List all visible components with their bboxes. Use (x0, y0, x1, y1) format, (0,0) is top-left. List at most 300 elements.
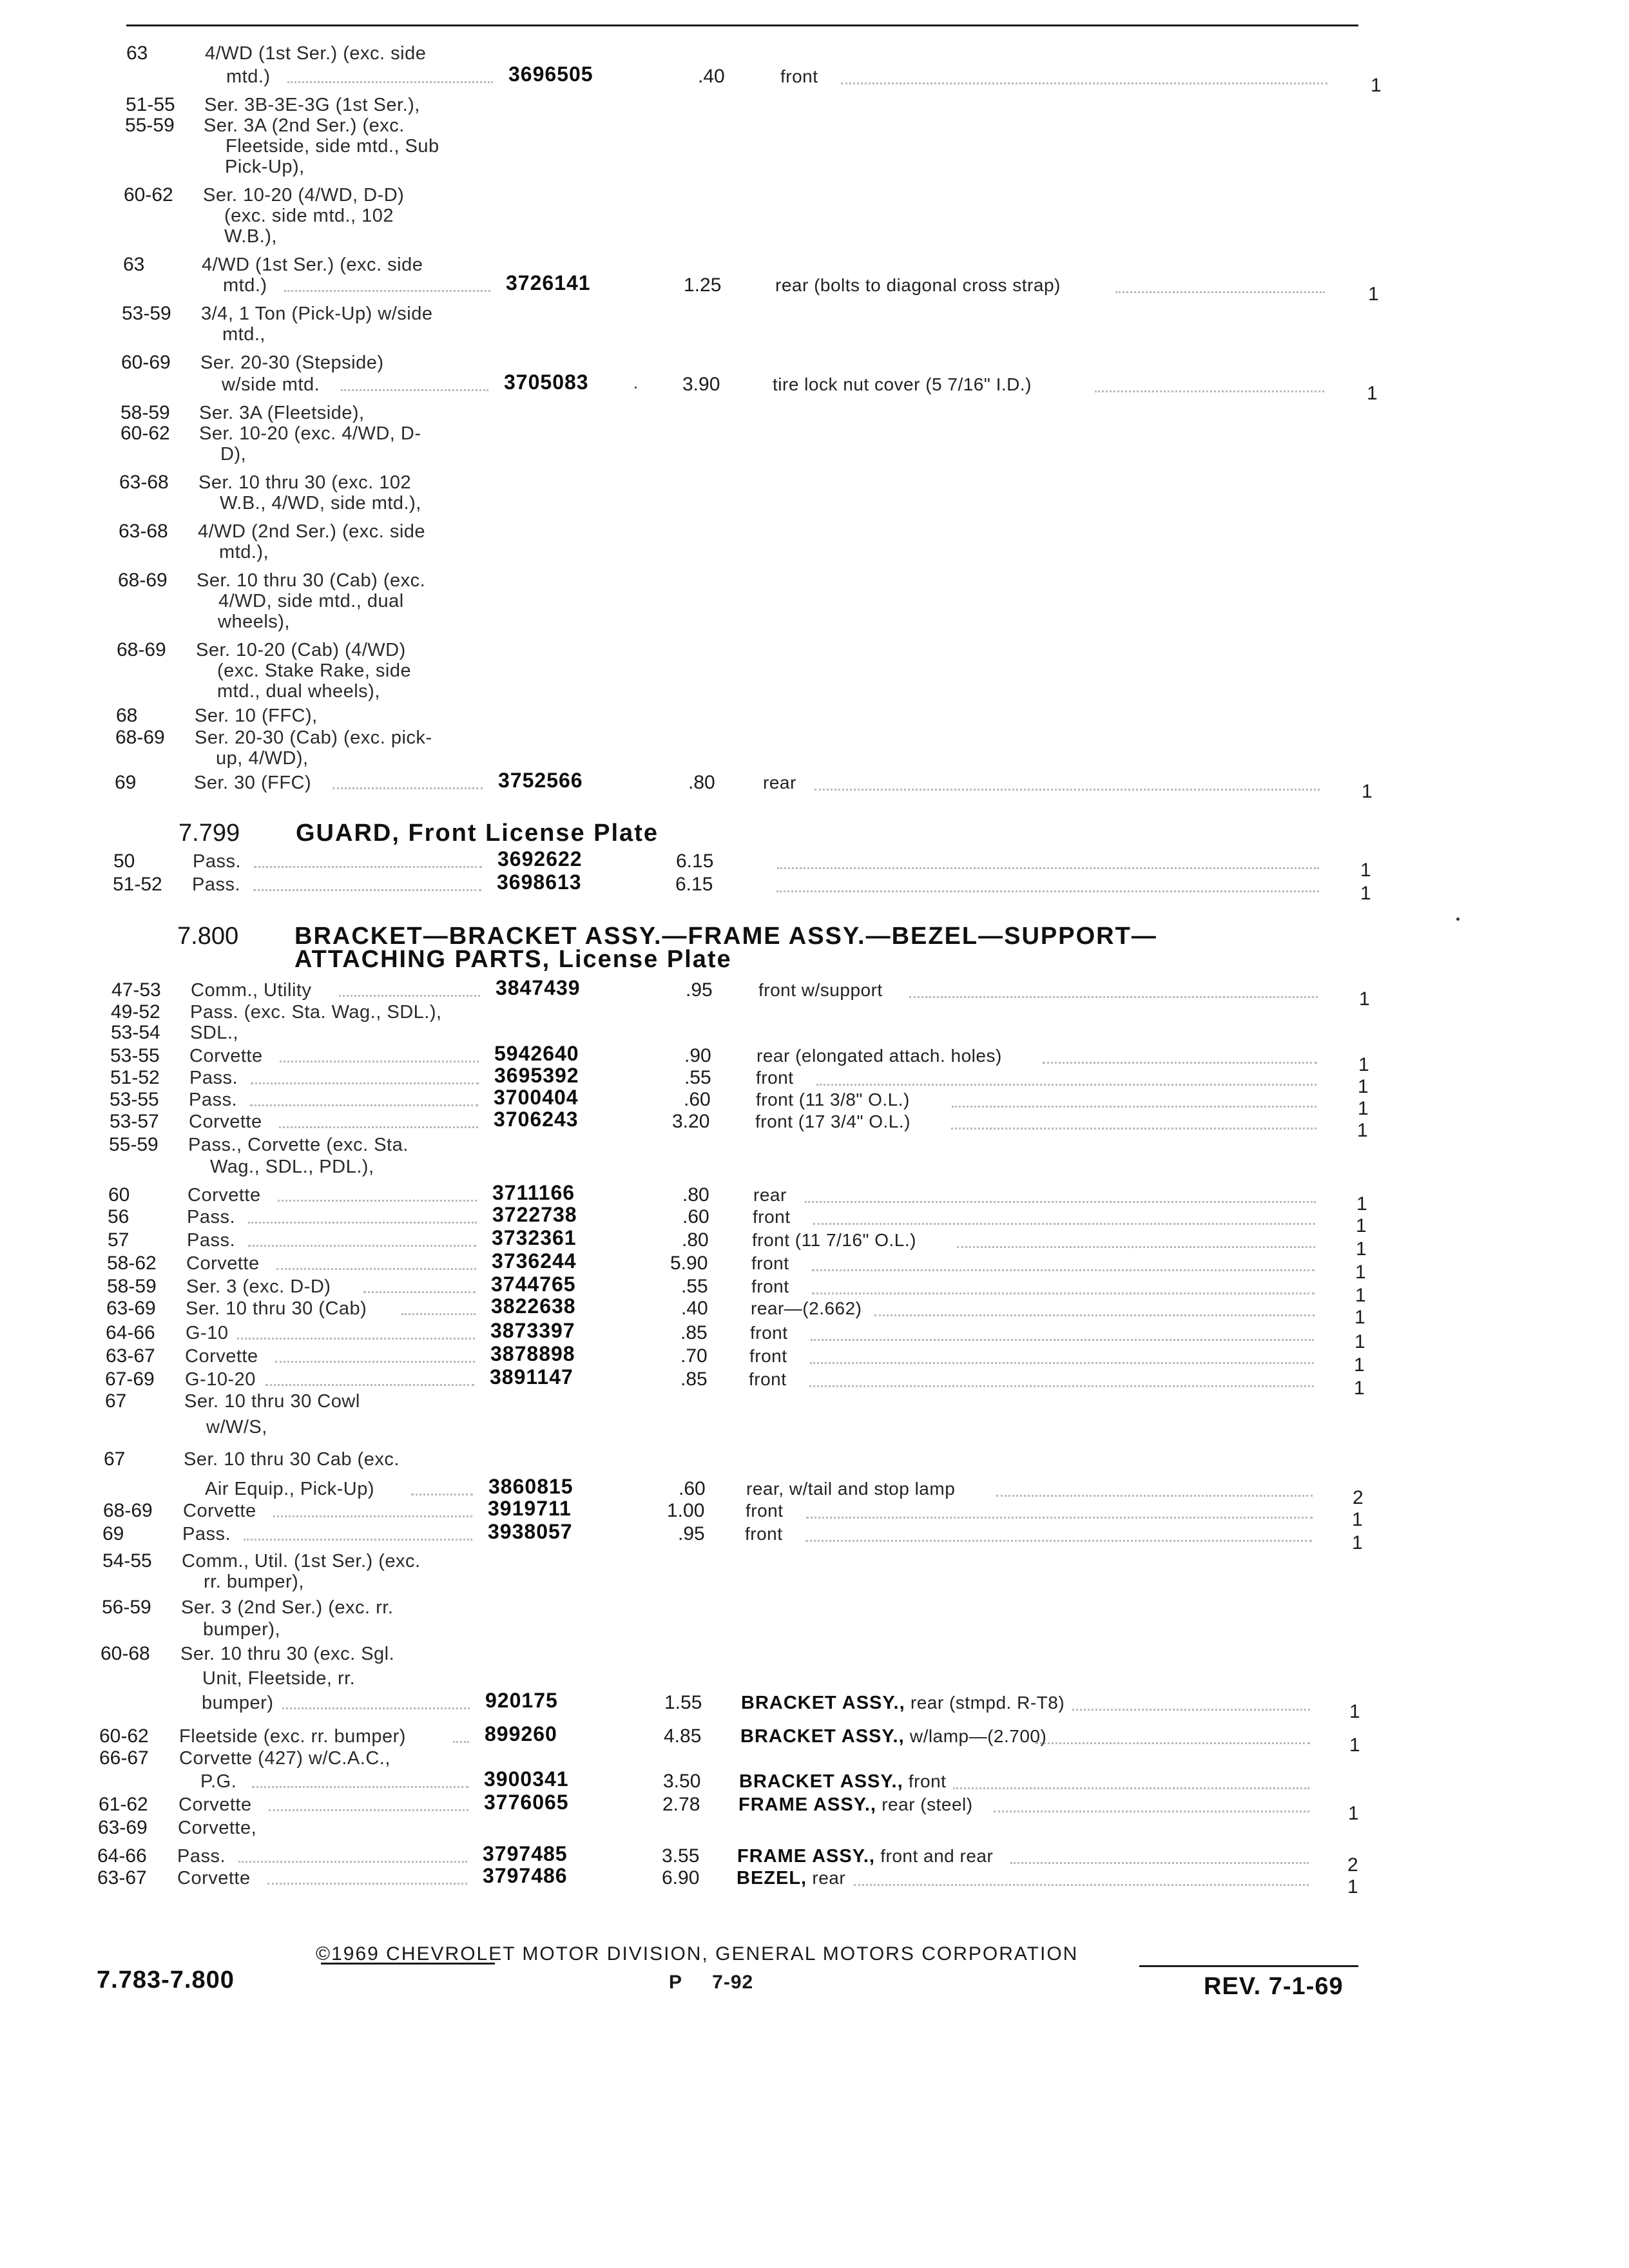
price: .55 (684, 1067, 711, 1088)
year-range: 63 (126, 43, 148, 64)
application: Corvette (178, 1794, 252, 1815)
price: 3.55 (662, 1845, 700, 1867)
leader-dots (957, 1246, 1315, 1248)
price: .60 (682, 1206, 709, 1227)
year-range: 51-55 (126, 94, 175, 115)
application: Pass. (193, 851, 242, 872)
leader-dots (248, 1245, 476, 1247)
leader-dots (841, 82, 1327, 84)
application: Wag., SDL., PDL.), (210, 1157, 374, 1177)
application: W.B.), (224, 226, 277, 247)
year-range: 60-62 (124, 184, 173, 206)
application: bumper), (203, 1619, 281, 1640)
application: Pick-Up), (225, 157, 305, 177)
description (751, 1277, 789, 1296)
year-range: 63-68 (119, 521, 168, 542)
description-text: tire lock nut cover (5 7/16" I.D.) (773, 374, 1032, 394)
description (737, 1869, 845, 1888)
description-part-name: FRAME ASSY., (737, 1846, 875, 1867)
top-rule (126, 24, 1358, 26)
description-text: front (17 3/4" O.L.) (755, 1111, 911, 1131)
description-text: rear (steel) (882, 1794, 973, 1814)
price: .95 (686, 979, 713, 1001)
description (773, 375, 1032, 394)
price: 6.90 (662, 1867, 700, 1888)
page-speck (1456, 918, 1460, 921)
application: Fleetside, side mtd., Sub (226, 136, 439, 157)
part-number: 3900341 (484, 1767, 569, 1791)
application: Corvette (189, 1111, 262, 1132)
section-number: 7.799 (178, 820, 240, 847)
description (746, 1479, 955, 1499)
application: Fleetside (exc. rr. bumper) (179, 1726, 406, 1747)
leader-dots (994, 1811, 1309, 1812)
part-number: 3860815 (488, 1475, 574, 1498)
application: D), (220, 444, 247, 465)
application: 4/WD (1st Ser.) (exc. side (205, 43, 427, 64)
footer-copyright: ©1969 CHEVROLET MOTOR DIVISION, GENERAL MOTORS CORPORATION (316, 1943, 1079, 1965)
year-range: 63-69 (98, 1817, 148, 1838)
application: up, 4/WD), (216, 748, 309, 769)
quantity: 1 (1357, 1120, 1368, 1141)
year-range: 58-62 (107, 1253, 157, 1274)
description-text: rear—(2.662) (751, 1298, 862, 1318)
description-text: front (756, 1068, 794, 1088)
application: Pass. (182, 1524, 231, 1544)
application: mtd.) (223, 275, 267, 296)
section-title: GUARD, Front License Plate (296, 820, 659, 847)
application: Ser. 10 thru 30 Cab (exc. (184, 1449, 400, 1470)
quantity: 1 (1352, 1509, 1363, 1530)
year-range: 67-69 (105, 1369, 155, 1390)
leader-dots (237, 1338, 475, 1340)
quantity: 1 (1355, 1262, 1366, 1283)
year-range: 68-69 (118, 570, 168, 591)
part-number: 3726141 (506, 271, 591, 294)
leader-dots (244, 1539, 472, 1541)
year-range: 49-52 (111, 1001, 160, 1023)
part-number: 3695392 (494, 1064, 579, 1087)
price: .95 (678, 1523, 705, 1544)
section-title-line2: ATTACHING PARTS, License Plate (294, 946, 732, 973)
leader-dots (248, 1222, 477, 1224)
price: .90 (684, 1045, 711, 1066)
description (757, 1046, 1002, 1066)
application: Ser. 10-20 (Cab) (4/WD) (196, 640, 406, 660)
part-number: 3732361 (492, 1226, 577, 1249)
part-number: 3797485 (483, 1842, 568, 1865)
year-range: 58-59 (107, 1276, 157, 1297)
quantity: 2 (1353, 1487, 1364, 1508)
application: Ser. 3A (2nd Ser.) (exc. (204, 115, 405, 136)
description-text: front (749, 1369, 787, 1389)
year-range: 55-59 (109, 1134, 159, 1155)
part-number: 3776065 (484, 1791, 569, 1814)
section-title: BRACKET—BRACKET ASSY.—FRAME ASSY.—BEZEL—SUPPORT— (294, 923, 1157, 950)
quantity: 1 (1358, 1098, 1369, 1119)
application: Ser. 10-20 (exc. 4/WD, D- (199, 423, 421, 444)
description-text: front (749, 1346, 787, 1366)
year-range: 55-59 (125, 115, 175, 136)
description-text: rear (elongated attach. holes) (757, 1046, 1002, 1066)
leader-dots (812, 1269, 1315, 1271)
leader-dots (1072, 1709, 1310, 1711)
application: Corvette (185, 1346, 258, 1367)
year-range: 53-55 (110, 1045, 160, 1066)
price: .80 (688, 772, 715, 793)
application: Corvette (427) w/C.A.C., (179, 1748, 390, 1769)
leader-dots (1115, 291, 1325, 293)
description (749, 1370, 787, 1389)
application: Ser. 10 thru 30 (Cab) (exc. (197, 570, 426, 591)
part-number: 899260 (485, 1722, 557, 1745)
quantity: 1 (1358, 1054, 1369, 1075)
year-range: 60-68 (101, 1643, 150, 1664)
price: .85 (680, 1322, 708, 1343)
application: Ser. 3B-3E-3G (1st Ser.), (204, 95, 420, 115)
part-number: 920175 (485, 1689, 558, 1712)
leader-dots (777, 867, 1319, 869)
application: bumper) (202, 1693, 274, 1713)
application: Pass. (192, 874, 241, 895)
quantity: 1 (1360, 860, 1371, 881)
description (752, 1231, 916, 1250)
part-number: 3822638 (491, 1294, 576, 1318)
year-range: 63-67 (97, 1867, 147, 1888)
application: P.G. (200, 1771, 237, 1792)
description-text: front (11 3/8" O.L.) (756, 1090, 910, 1110)
description-text: front (11 7/16" O.L.) (752, 1230, 916, 1250)
year-range: 64-66 (106, 1322, 155, 1343)
year-range: 68-69 (117, 639, 166, 660)
section-number: 7.800 (177, 923, 239, 950)
description-part-name: BEZEL, (737, 1868, 807, 1888)
year-range: 53-57 (110, 1111, 159, 1132)
leader-dots (996, 1495, 1313, 1497)
description-text: front (753, 1207, 791, 1227)
year-range: 63 (123, 254, 145, 275)
leader-dots (276, 1268, 476, 1270)
description-part-name: BRACKET ASSY., (739, 1771, 903, 1792)
application: Ser. 10-20 (4/WD, D-D) (203, 185, 405, 206)
application: W.B., 4/WD, side mtd.), (220, 493, 421, 514)
description (741, 1693, 1065, 1713)
description (738, 1795, 973, 1814)
description-part-name: BRACKET ASSY., (740, 1726, 905, 1747)
description-text: front w/support (758, 980, 883, 1000)
application: Corvette (183, 1501, 256, 1521)
application: Pass. (exc. Sta. Wag., SDL.), (190, 1002, 442, 1023)
year-range: 57 (108, 1229, 130, 1251)
application: 4/WD (2nd Ser.) (exc. side (198, 521, 426, 542)
application: (exc. side mtd., 102 (224, 206, 394, 226)
description (737, 1847, 993, 1866)
description-part-name: FRAME ASSY., (738, 1794, 876, 1815)
leader-dots (287, 81, 493, 83)
description (751, 1299, 862, 1318)
part-number: 5942640 (494, 1042, 579, 1065)
quantity: 1 (1349, 1701, 1360, 1722)
year-range: 56 (108, 1206, 130, 1227)
application: Ser. 10 thru 30 (exc. 102 (198, 472, 412, 493)
part-number: 3891147 (490, 1365, 574, 1389)
leader-dots (284, 290, 490, 292)
leader-dots (453, 1741, 469, 1743)
year-range: 54-55 (102, 1550, 152, 1571)
quantity: 1 (1347, 1876, 1358, 1898)
part-number: 3797486 (483, 1864, 568, 1887)
application: Ser. 20-30 (Cab) (exc. pick- (195, 727, 432, 748)
description-text: front (908, 1771, 947, 1791)
price: .60 (679, 1478, 706, 1499)
leader-dots (401, 1313, 476, 1315)
application: mtd., (222, 324, 265, 345)
description (746, 1501, 784, 1521)
description-text: rear (812, 1868, 846, 1888)
leader-dots (252, 1786, 468, 1788)
leader-dots (953, 1787, 1309, 1789)
part-number: 3700404 (494, 1086, 579, 1109)
quantity: 1 (1358, 1076, 1369, 1097)
leader-dots (854, 1884, 1309, 1886)
part-number: 3705083 (504, 370, 589, 394)
description-text: front (751, 1253, 789, 1273)
price: .70 (680, 1345, 708, 1367)
application: Ser. 3A (Fleetside), (199, 403, 365, 423)
leader-dots (363, 1291, 476, 1293)
quantity: 1 (1360, 883, 1371, 904)
year-range: 67 (105, 1390, 127, 1412)
year-range: 66-67 (99, 1747, 149, 1769)
leader-dots (339, 995, 480, 997)
leader-dots (809, 1385, 1314, 1387)
price: .80 (682, 1229, 709, 1251)
leader-dots (238, 1861, 467, 1863)
application: rr. bumper), (204, 1571, 304, 1592)
leader-dots (1095, 390, 1324, 392)
price: 3.20 (672, 1111, 710, 1132)
page-number: P 7-92 (669, 1972, 754, 1993)
application: G-10 (186, 1323, 229, 1343)
description-text: front and rear (880, 1846, 994, 1866)
page-speck (635, 387, 637, 389)
quantity: 1 (1348, 1803, 1359, 1824)
quantity: 1 (1356, 1193, 1367, 1215)
year-range: 63-67 (106, 1345, 155, 1367)
leader-dots (805, 1201, 1316, 1203)
application: w/side mtd. (222, 374, 320, 395)
application: mtd., dual wheels), (217, 681, 380, 702)
price: .40 (681, 1298, 708, 1319)
leader-dots (278, 1200, 477, 1202)
description-text: rear, w/tail and stop lamp (746, 1479, 956, 1499)
leader-dots (806, 1517, 1313, 1519)
application: 4/WD (1st Ser.) (exc. side (202, 255, 423, 275)
leader-dots (411, 1494, 473, 1495)
application: SDL., (190, 1023, 239, 1043)
leader-dots (273, 1515, 472, 1517)
leader-dots (267, 1883, 467, 1885)
description-text: front (745, 1524, 783, 1544)
application: 4/WD, side mtd., dual (218, 591, 404, 611)
group-range: 7.783-7.800 (97, 1966, 235, 1994)
leader-dots (951, 1128, 1316, 1129)
part-number: 3692622 (497, 847, 583, 870)
description (756, 1090, 910, 1110)
price: 5.90 (670, 1253, 708, 1274)
application: Corvette, (178, 1818, 257, 1838)
part-number: 3698613 (497, 870, 582, 894)
application: Ser. 10 (FFC), (195, 706, 318, 726)
description (756, 1068, 794, 1088)
price: 4.85 (664, 1725, 702, 1747)
description-text: front (746, 1501, 784, 1521)
application: Comm., Util. (1st Ser.) (exc. (182, 1551, 421, 1571)
year-range: 67 (104, 1448, 126, 1470)
application: mtd.), (219, 542, 269, 562)
application: Ser. 10 thru 30 (exc. Sgl. (180, 1644, 395, 1664)
application: Ser. 3 (2nd Ser.) (exc. rr. (181, 1597, 394, 1618)
year-range: 47-53 (111, 979, 161, 1001)
price: 6.15 (675, 874, 713, 895)
revision-date: REV. 7-1-69 (1204, 1973, 1344, 2000)
year-range: 64-66 (97, 1845, 147, 1867)
leader-dots (254, 866, 482, 868)
year-range: 60-69 (121, 352, 171, 373)
quantity: 1 (1371, 75, 1382, 96)
description-text: front (751, 1276, 789, 1296)
year-range: 53-59 (122, 303, 171, 324)
application: 3/4, 1 Ton (Pick-Up) w/side (201, 303, 433, 324)
leader-dots (275, 1361, 475, 1363)
price: .40 (698, 66, 725, 87)
price: .85 (680, 1369, 708, 1390)
leader-dots (250, 1104, 478, 1106)
part-number: 3706243 (494, 1108, 579, 1131)
application: Corvette (188, 1185, 261, 1206)
application: Pass. (187, 1230, 236, 1251)
year-range: 58-59 (120, 402, 170, 423)
leader-dots (1043, 1062, 1317, 1064)
leader-dots (341, 389, 488, 391)
part-number: 3722738 (492, 1203, 577, 1226)
quantity: 1 (1367, 383, 1378, 404)
application: Comm., Utility (191, 980, 312, 1001)
description-text: front (780, 66, 818, 86)
application: Corvette (186, 1253, 260, 1274)
year-range: 61-62 (99, 1794, 148, 1815)
description (745, 1524, 783, 1544)
price: 1.00 (667, 1500, 705, 1521)
quantity: 2 (1347, 1854, 1358, 1876)
application: G-10-20 (185, 1369, 256, 1390)
application: Corvette (177, 1868, 251, 1888)
leader-dots (812, 1293, 1315, 1294)
footer-rule-right (1139, 1965, 1358, 1967)
quantity: 1 (1354, 1307, 1365, 1328)
application: Corvette (189, 1046, 263, 1066)
part-number: 3696505 (508, 62, 593, 86)
year-range: 53-54 (111, 1022, 160, 1043)
leader-dots (909, 996, 1318, 998)
application: Pass. (189, 1068, 238, 1088)
application: Pass. (177, 1846, 226, 1867)
leader-dots (269, 1809, 468, 1811)
leader-dots (282, 1707, 470, 1709)
year-range: 51-52 (113, 874, 162, 895)
price: 3.90 (682, 374, 720, 395)
application: Ser. 10 thru 30 Cowl (184, 1391, 360, 1412)
price: 3.50 (663, 1771, 701, 1792)
description (775, 276, 1061, 295)
price: 2.78 (662, 1794, 700, 1815)
description (740, 1727, 1046, 1746)
application: Ser. 30 (FFC) (194, 773, 312, 793)
price: .80 (682, 1184, 709, 1206)
leader-dots (1010, 1862, 1309, 1864)
year-range: 63-68 (119, 472, 169, 493)
year-range: 69 (115, 772, 137, 793)
price: 1.25 (684, 274, 722, 296)
application: Ser. 20-30 (Stepside) (200, 352, 384, 373)
quantity: 1 (1354, 1378, 1365, 1399)
leader-dots (874, 1314, 1315, 1316)
description (739, 1772, 946, 1791)
part-number: 3736244 (492, 1249, 577, 1273)
application: mtd.) (226, 66, 271, 87)
description (751, 1254, 789, 1273)
part-number: 3744765 (491, 1273, 576, 1296)
description (758, 981, 883, 1000)
description (753, 1207, 791, 1227)
price: .60 (684, 1089, 711, 1110)
part-number: 3847439 (496, 976, 581, 999)
quantity: 1 (1356, 1238, 1367, 1260)
description (750, 1323, 788, 1343)
leader-dots (815, 789, 1320, 791)
leader-dots (952, 1106, 1316, 1108)
description (780, 67, 818, 86)
part-number: 3878898 (490, 1342, 575, 1365)
quantity: 1 (1349, 1735, 1360, 1756)
leader-dots (1036, 1742, 1310, 1744)
quantity: 1 (1354, 1331, 1365, 1352)
year-range: 51-52 (110, 1067, 160, 1088)
application: Ser. 3 (exc. D-D) (186, 1276, 331, 1297)
application: Ser. 10 thru 30 (Cab) (186, 1298, 367, 1319)
year-range: 63-69 (106, 1298, 156, 1319)
quantity: 1 (1355, 1285, 1366, 1306)
leader-dots (280, 1061, 479, 1062)
leader-dots (811, 1339, 1314, 1341)
description-text: rear (stmpd. R-T8) (910, 1693, 1065, 1713)
description (755, 1112, 911, 1131)
description-text: rear (753, 1185, 787, 1205)
price: .55 (681, 1276, 708, 1297)
description (753, 1186, 787, 1205)
quantity: 1 (1354, 1354, 1365, 1376)
application: Pass. (187, 1207, 236, 1227)
year-range: 60 (108, 1184, 130, 1206)
year-range: 60-62 (99, 1725, 149, 1747)
part-number: 3752566 (498, 769, 583, 792)
leader-dots (810, 1362, 1314, 1364)
year-range: 53-55 (110, 1089, 159, 1110)
quantity: 1 (1356, 1215, 1367, 1236)
part-number: 3711166 (492, 1181, 575, 1204)
leader-dots (253, 889, 481, 891)
leader-dots (333, 787, 483, 789)
